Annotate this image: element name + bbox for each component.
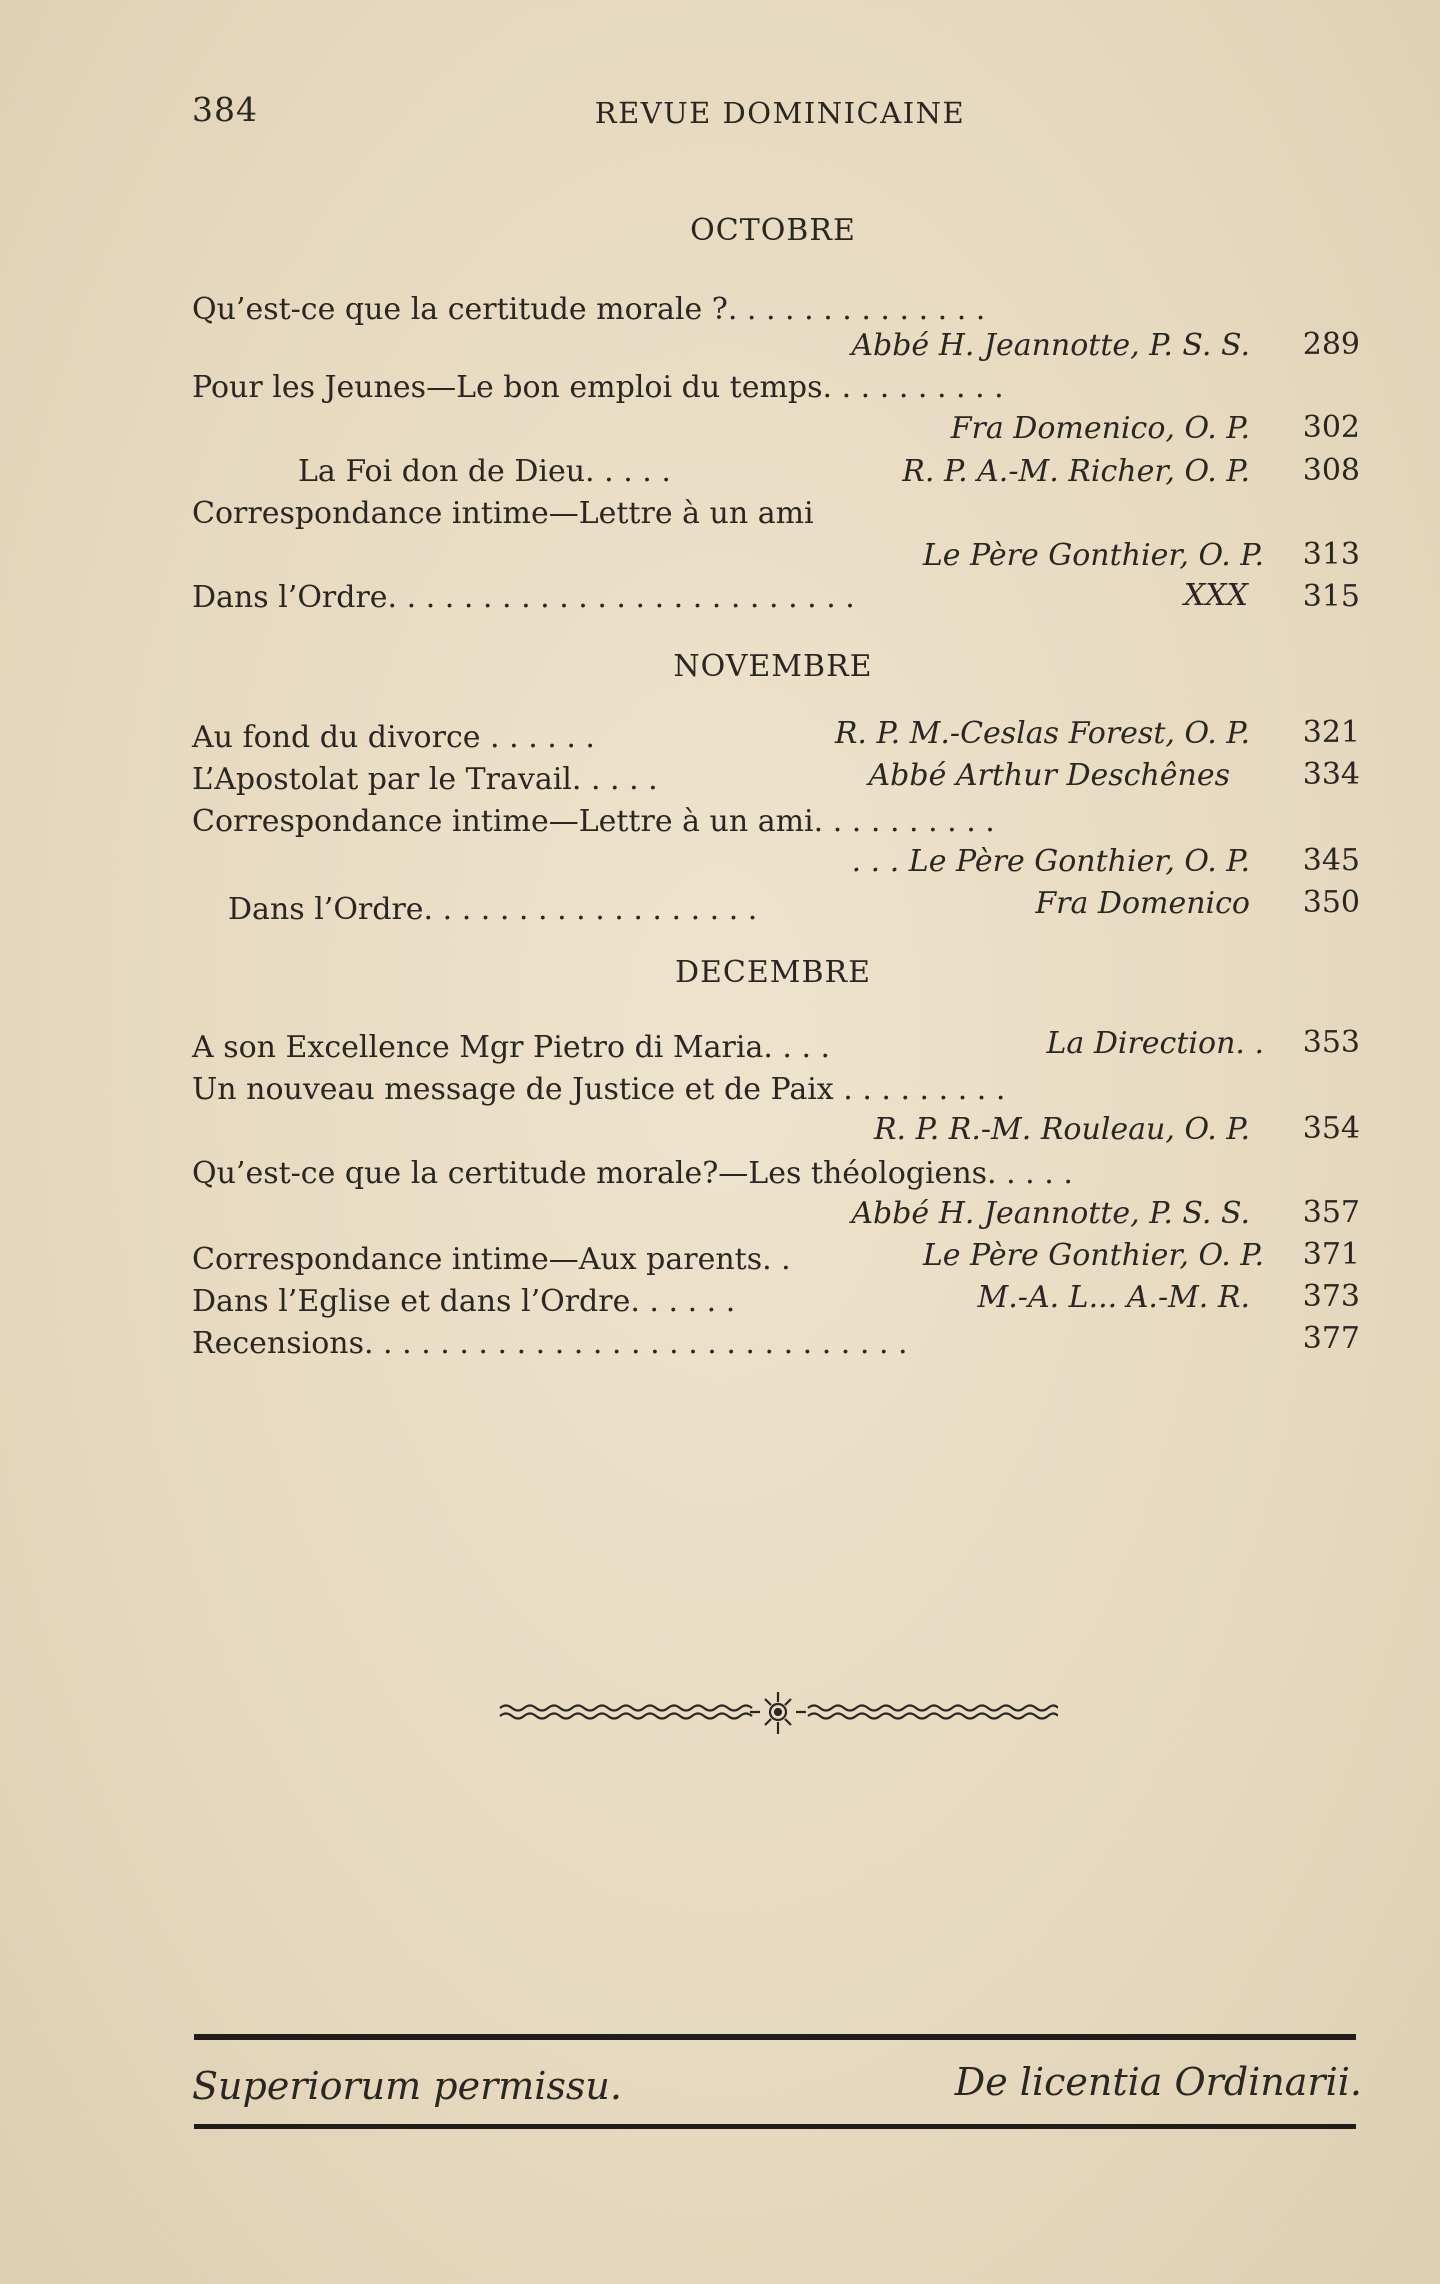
- toc-entry-author: Abbé Arthur Deschênes: [868, 758, 1230, 793]
- toc-entry-author: Fra Domenico, O. P.: [950, 411, 1250, 446]
- section-title-decembre: DECEMBRE: [674, 955, 872, 990]
- toc-entry-title: Dans l’Ordre. . . . . . . . . . . . . . . . . . . . . . . . .: [192, 580, 855, 615]
- toc-entry-author: . . . Le Père Gonthier, O. P.: [851, 844, 1250, 879]
- toc-entry-title: L’Apostolat par le Travail. . . . .: [192, 762, 658, 797]
- toc-entry-page: 377: [1302, 1321, 1360, 1356]
- running-title: REVUE DOMINICAINE: [594, 96, 966, 130]
- toc-entry-title: Qu’est-ce que la certitude morale ?. . . . . . . . . . . . . .: [192, 292, 986, 327]
- toc-entry-author: R. P. R.-M. Rouleau, O. P.: [873, 1112, 1250, 1147]
- toc-entry-title: Recensions. . . . . . . . . . . . . . . . . . . . . . . . . . . . .: [192, 1326, 908, 1361]
- toc-entry-page: 313: [1302, 537, 1360, 572]
- toc-entry-title: Un nouveau message de Justice et de Paix . . . . . . . . .: [192, 1072, 1006, 1107]
- ornament-divider-icon: [498, 1688, 1058, 1738]
- footer-rule-top: [194, 2034, 1356, 2040]
- toc-entry-title: La Foi don de Dieu. . . . .: [298, 454, 671, 489]
- page-number: 384: [192, 90, 258, 129]
- toc-entry-author: Le Père Gonthier, O. P.: [922, 538, 1264, 573]
- toc-entry-author: R. P. M.-Ceslas Forest, O. P.: [834, 716, 1250, 751]
- footer-imprimatur-left: Superiorum permissu.: [192, 2064, 622, 2108]
- toc-entry-page: 334: [1302, 757, 1360, 792]
- toc-entry-page: 371: [1302, 1237, 1360, 1272]
- toc-entry-title: Au fond du divorce . . . . . .: [192, 720, 595, 755]
- toc-entry-title: Qu’est-ce que la certitude morale?—Les théologiens. . . . .: [192, 1156, 1073, 1191]
- footer-rule-bottom: [194, 2124, 1356, 2129]
- section-title-novembre: NOVEMBRE: [673, 649, 873, 684]
- footer-imprimatur-right: De licentia Ordinarii.: [954, 2060, 1362, 2104]
- toc-entry-page: 350: [1302, 885, 1360, 920]
- toc-entry-page: 302: [1302, 410, 1360, 445]
- toc-entry-title: A son Excellence Mgr Pietro di Maria. . . .: [192, 1030, 831, 1065]
- toc-entry-title: Correspondance intime—Lettre à un ami: [192, 496, 814, 531]
- toc-entry-author: Fra Domenico: [1035, 886, 1250, 921]
- toc-entry-title: Correspondance intime—Lettre à un ami. . . . . . . . . .: [192, 804, 995, 839]
- toc-entry-page: 373: [1302, 1279, 1360, 1314]
- toc-entry-page: 315: [1302, 579, 1360, 614]
- toc-entry-author: Abbé H. Jeannotte, P. S. S.: [851, 1196, 1250, 1231]
- toc-entry-page: 353: [1302, 1025, 1360, 1060]
- toc-entry-author: XXX: [1183, 578, 1248, 613]
- toc-entry-title: Dans l’Eglise et dans l’Ordre. . . . . .: [192, 1284, 736, 1319]
- toc-entry-page: 354: [1302, 1111, 1360, 1146]
- toc-entry-title: Dans l’Ordre. . . . . . . . . . . . . . . . . .: [228, 892, 758, 927]
- toc-entry-title: Pour les Jeunes—Le bon emploi du temps. . . . . . . . . .: [192, 370, 1004, 405]
- toc-entry-page: 357: [1302, 1195, 1360, 1230]
- toc-entry-page: 321: [1302, 715, 1360, 750]
- toc-entry-author: La Direction. .: [1046, 1026, 1264, 1061]
- toc-entry-title: Correspondance intime—Aux parents. .: [192, 1242, 791, 1277]
- toc-entry-page: 289: [1302, 327, 1360, 362]
- toc-entry-author: Abbé H. Jeannotte, P. S. S.: [851, 328, 1250, 363]
- toc-entry-author: M.-A. L... A.-M. R.: [977, 1280, 1250, 1315]
- toc-entry-page: 308: [1302, 453, 1360, 488]
- section-title-octobre: OCTOBRE: [690, 213, 856, 248]
- toc-entry-author: R. P. A.-M. Richer, O. P.: [902, 454, 1250, 489]
- toc-entry-author: Le Père Gonthier, O. P.: [922, 1238, 1264, 1273]
- toc-entry-page: 345: [1302, 843, 1360, 878]
